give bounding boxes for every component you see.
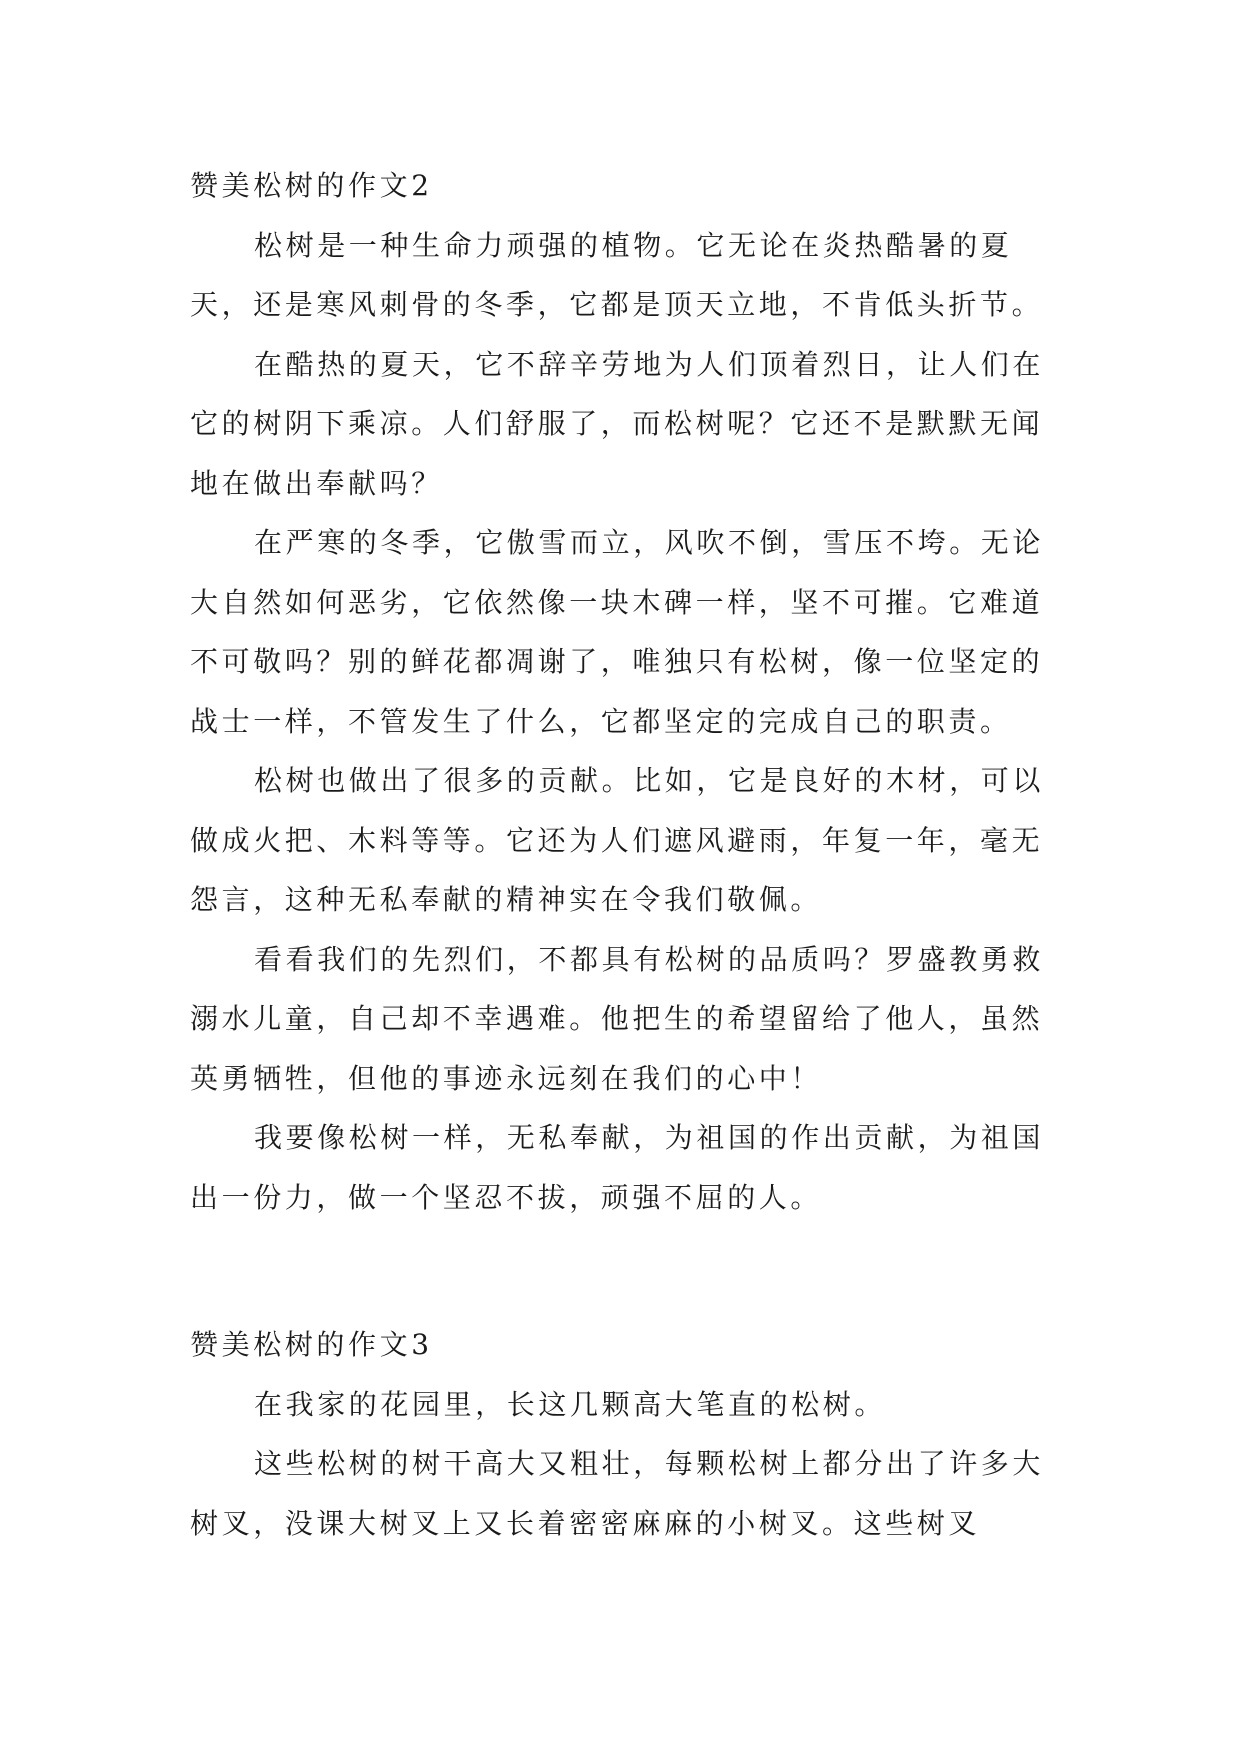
paragraph: 松树是一种生命力顽强的植物。它无论在炎热酷暑的夏天，还是寒风刺骨的冬季，它都是顶天立地，不肯低头折节。: [190, 228, 1044, 321]
essay-section-3: [190, 1315, 1050, 1553]
essay-section-2: [190, 156, 1050, 1227]
paragraph: 在酷热的夏天，它不辞辛劳地为人们顶着烈日，让人们在它的树阴下乘凉。人们舒服了，而松树呢？它还不是默默无闻地在做出奉献吗？: [190, 347, 1045, 500]
section-title: 赞美松树的作文3: [190, 1328, 433, 1361]
paragraph: 在严寒的冬季，它傲雪而立，风吹不倒，雪压不垮。无论大自然如何恶劣，它依然像一块木碑一样，坚不可摧。它难道不可敬吗？别的鲜花都凋谢了，唯独只有松树，像一位坚定的战士一样，不管发生了什么，它都坚定的完成自己的职责。: [190, 526, 1045, 738]
paragraph: 我要像松树一样，无私奉献，为祖国的作出贡献，为祖国出一份力，做一个坚忍不拔，顽强不屈的人。: [190, 1121, 1045, 1214]
paragraph: 看看我们的先烈们，不都具有松树的品质吗？罗盛教勇救溺水儿童，自己却不幸遇难。他把生的希望留给了他人，虽然英勇牺牲，但他的事迹永远刻在我们的心中！: [190, 942, 1045, 1095]
paragraph: 在我家的花园里，长这几颗高大笔直的松树。: [254, 1387, 887, 1421]
section-title: 赞美松树的作文2: [190, 169, 433, 202]
paragraph: 这些松树的树干高大又粗壮，每颗松树上都分出了许多大树叉，没课大树叉上又长着密密麻麻的小树叉。这些树叉: [190, 1447, 1045, 1540]
paragraph: 松树也做出了很多的贡献。比如，它是良好的木材，可以做成火把、木料等等。它还为人们遮风避雨，年复一年，毫无怨言，这种无私奉献的精神实在令我们敬佩。: [190, 764, 1045, 916]
